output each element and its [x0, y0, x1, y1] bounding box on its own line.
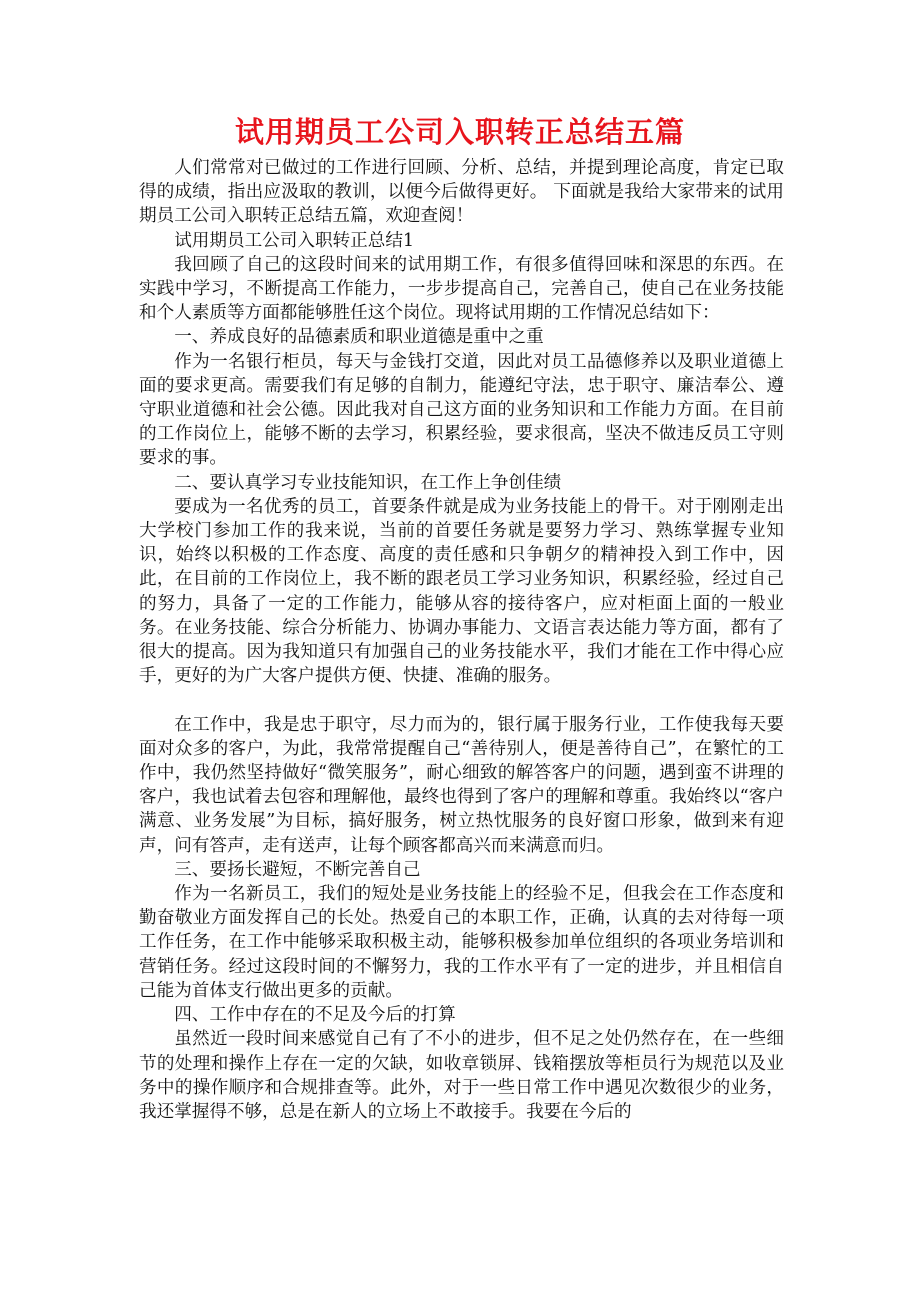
blank-line: [139, 688, 784, 712]
document-body: [139, 156, 784, 1124]
body-paragraph: 作为一名银行柜员，每天与金钱打交道，因此对员工品德修养以及职业道德上面的要求更高。需要我们有足够的自制力，能遵纪守法，忠于职守、廉洁奉公、遵守职业道德和社会公德。因此我对自己这方面的业务知识和工作能力方面。在目前的工作岗位上，能够不断的去学习，积累经验，要求很高，坚决不做违反员工守则要求的事。: [139, 351, 784, 469]
intro-paragraph: 人们常常对已做过的工作进行回顾、分析、总结，并提到理论高度，肯定已取得的成绩，指出应汲取的教训，以便今后做得更好。 下面就是我给大家带来的试用期员工公司入职转正总结五篇，欢迎查阅！: [139, 158, 784, 227]
section-heading-1: 一、养成良好的品德素质和职业道德是重中之重: [174, 327, 544, 348]
section-heading-3: 三、要扬长避短，不断完善自己: [174, 859, 421, 880]
section-heading-4: 四、工作中存在的不足及今后的打算: [174, 1005, 456, 1026]
body-paragraph: 我回顾了自己的这段时间来的试用期工作，有很多值得回味和深思的东西。在实践中学习，不断提高工作能力，一步步提高自己，完善自己，使自己在业务技能和个人素质等方面都能够胜任这个岗位。现将试用期的工作情况总结如下：: [139, 254, 784, 324]
document-title: 试用期员工公司入职转正总结五篇: [234, 115, 685, 149]
body-paragraph: 要成为一名优秀的员工，首要条件就是成为业务技能上的骨干。对于刚刚走出大学校门参加工作的我来说，当前的首要任务就是要努力学习、熟练掌握专业知识，始终以积极的工作态度、高度的责任感和只争朝夕的精神投入到工作中，因此，在目前的工作岗位上，我不断的跟老员工学习业务知识，积累经验，经过自己的努力，具备了一定的工作能力，能够从容的接待客户，应对柜面上面的一般业务。在业务技能、综合分析能力、协调办事能力、文语言表达能力等方面，都有了很大的提高。因为我知道只有加强自己的业务技能水平，我们才能在工作中得心应手，更好的为广大客户提供方便、快捷、准确的服务。: [139, 496, 784, 687]
body-paragraph: 在工作中，我是忠于职守，尽力而为的，银行属于服务行业，工作使我每天要面对众多的客户，为此，我常常提醒自己“善待别人，便是善待自己”，在繁忙的工作中，我仍然坚持做好“微笑服务”，耐心细致的解答客户的问题，遇到蛮不讲理的客户，我也试着去包容和理解他，最终也得到了客户的理解和尊重。我始终以“客户满意、业务发展”为目标，搞好服务，树立热忱服务的良好窗口形象，做到来有迎声，问有答声，走有送声，让每个顾客都高兴而来满意而归。: [139, 714, 784, 856]
body-paragraph: 虽然近一段时间来感觉自己有了不小的进步，但不足之处仍然存在，在一些细节的处理和操作上存在一定的欠缺，如收章锁屏、钱箱摆放等柜员行为规范以及业务中的操作顺序和合规排查等。此外，对于一些日常工作中遇见次数很少的业务，我还掌握得不够，总是在新人的立场上不敢接手。我要在今后的: [139, 1029, 784, 1122]
body-paragraph: 作为一名新员工，我们的短处是业务技能上的经验不足，但我会在工作态度和勤奋敬业方面发挥自己的长处。热爱自己的本职工作，正确，认真的去对待每一项工作任务，在工作中能够采取积极主动，能够积极参加单位组织的各项业务培训和营销任务。经过这段时间的不懈努力，我的工作水平有了一定的进步，并且相信自己能为首体支行做出更多的贡献。: [139, 884, 784, 1001]
section-heading-2: 二、要认真学习专业技能知识，在工作上争创佳绩: [174, 472, 562, 493]
section-heading-summary-1: 试用期员工公司入职转正总结1: [174, 230, 415, 251]
